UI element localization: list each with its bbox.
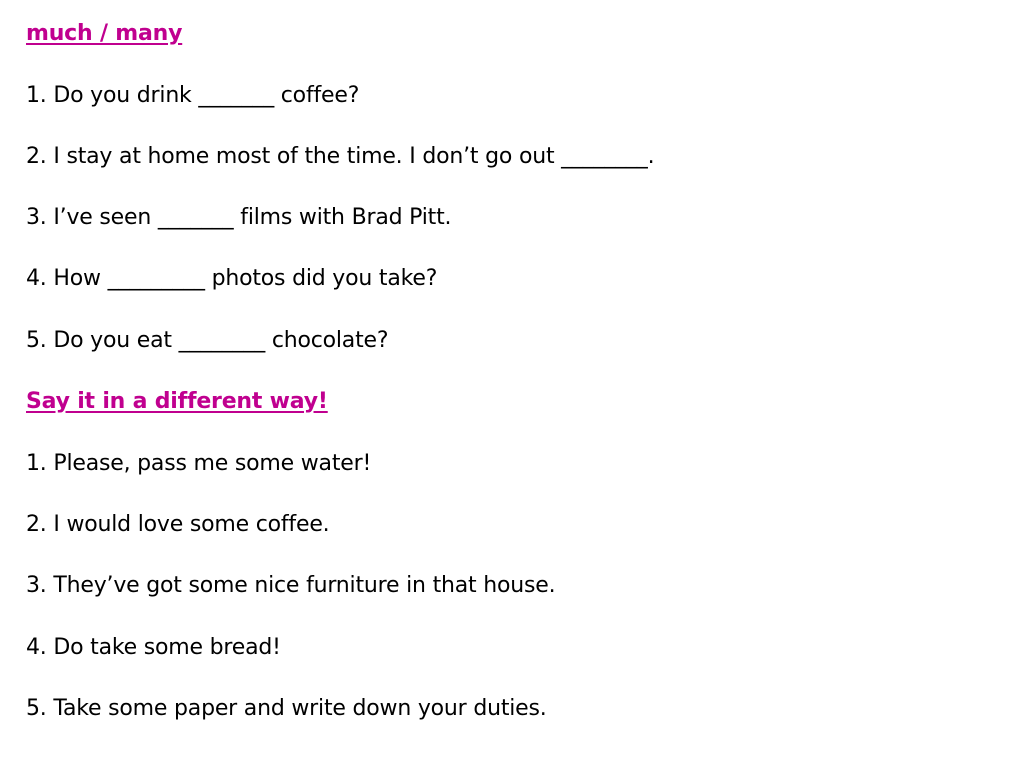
rephrase-item-5: 5. Take some paper and write down your duties. [26,696,547,721]
rephrase-item-2: 2. I would love some coffee. [26,512,330,537]
exercise-item-1: 1. Do you drink _______ coffee? [26,83,360,108]
rephrase-item-4: 4. Do take some bread! [26,635,281,660]
rephrase-item-1: 1. Please, pass me some water! [26,451,372,476]
rephrase-item-3: 3. They’ve got some nice furniture in that house. [26,573,556,598]
section-heading-say-it-differently: Say it in a different way! [26,389,328,414]
exercise-item-5: 5. Do you eat ________ chocolate? [26,328,389,353]
exercise-item-2: 2. I stay at home most of the time. I don’t go out ________. [26,144,655,169]
exercise-item-4: 4. How _________ photos did you take? [26,266,438,291]
section-heading-much-many: much / many [26,21,183,46]
exercise-item-3: 3. I’ve seen _______ films with Brad Pitt. [26,205,452,230]
